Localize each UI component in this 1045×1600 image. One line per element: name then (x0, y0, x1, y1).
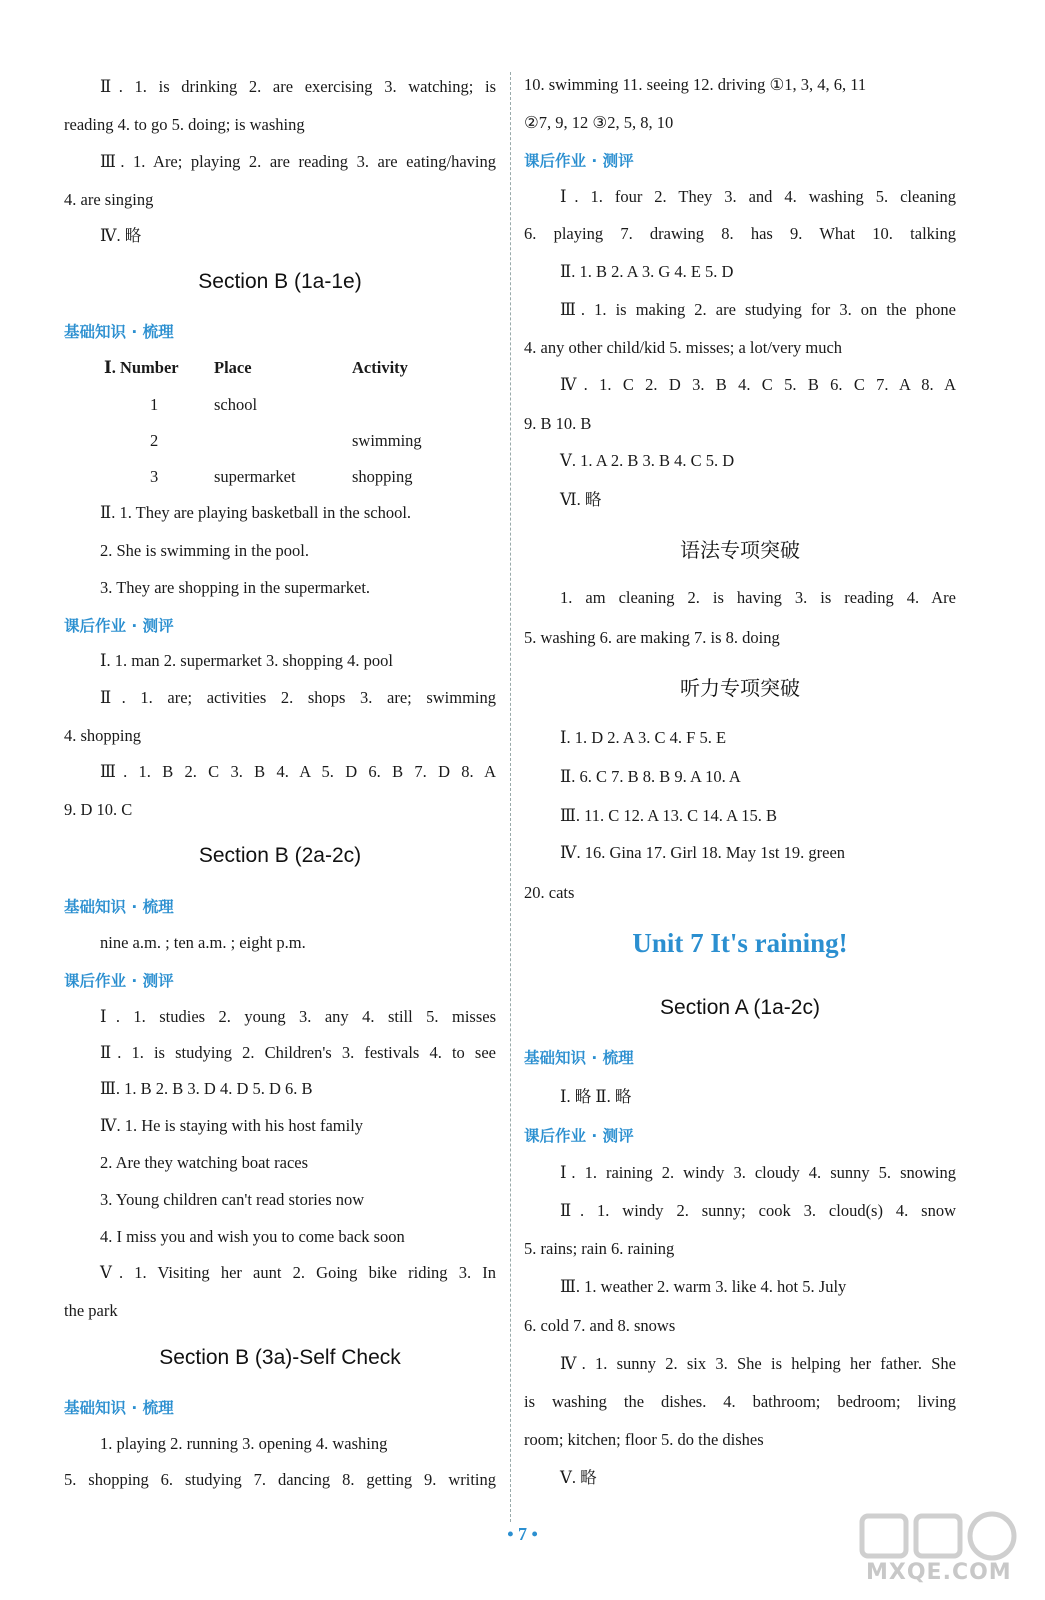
answer-line: Ⅱ. 1. are; activities 2. shops 3. are; swimming (100, 688, 496, 707)
answer-line: 9. D 10. C (64, 800, 133, 819)
page-number: • 7 • (507, 1524, 538, 1544)
answer-line: 4. any other child/kid 5. misses; a lot/very much (524, 338, 843, 357)
category-label: 课后作业 · 测评 (64, 617, 174, 635)
answer-line: 4. I miss you and wish you to come back soon (100, 1227, 405, 1246)
section-heading: 听力专项突破 (680, 676, 800, 700)
table-cell: 2 (150, 431, 159, 450)
answer-line: Ⅳ. 1. sunny 2. six 3. She is helping her father. She (560, 1354, 956, 1373)
category-label: 基础知识 · 梳理 (64, 323, 174, 341)
answer-line: 3. Young children can't read stories now (100, 1190, 365, 1209)
section-heading: Section A (1a-2c) (660, 996, 820, 1019)
answer-line: Ⅰ. 略 Ⅱ. 略 (560, 1087, 632, 1106)
unit-title: Unit 7 It's raining! (632, 928, 848, 958)
answer-line: 4. shopping (64, 726, 142, 745)
category-label: 基础知识 · 梳理 (64, 1399, 174, 1417)
answer-line: room; kitchen; floor 5. do the dishes (524, 1430, 764, 1449)
answer-line: 1. am cleaning 2. is having 3. is reading 4. Are (560, 588, 956, 607)
answer-line: Ⅱ. 1. is studying 2. Children's 3. festivals 4. to see (100, 1043, 496, 1062)
column-divider (510, 72, 511, 1522)
section-heading: Section B (3a)-Self Check (159, 1346, 401, 1369)
section-heading: 语法专项突破 (680, 538, 800, 562)
table-cell: shopping (352, 467, 413, 486)
answer-line: 10. swimming 11. seeing 12. driving ①1, 3, 4, 6, 11 (524, 75, 867, 94)
answer-line: Ⅰ. 1. man 2. supermarket 3. shopping 4. pool (100, 651, 393, 670)
table-cell: 1 (150, 395, 159, 414)
answer-line: Ⅰ. 1. four 2. They 3. and 4. washing 5. cleaning (560, 187, 956, 206)
answer-line: Ⅰ. 1. D 2. A 3. C 4. F 5. E (560, 728, 727, 747)
answer-line: Ⅴ. 1. Visiting her aunt 2. Going bike riding 3. In (100, 1263, 496, 1282)
answer-line: is washing the dishes. 4. bathroom; bedroom; living (524, 1392, 956, 1411)
answer-line: 2. She is swimming in the pool. (100, 541, 310, 560)
answer-line: Ⅴ. 略 (560, 1468, 597, 1487)
answer-line: Ⅲ. 1. B 2. B 3. D 4. D 5. D 6. B (100, 1079, 313, 1098)
answer-line: reading 4. to go 5. doing; is washing (64, 115, 305, 134)
answer-line: Ⅱ. 1. windy 2. sunny; cook 3. cloud(s) 4. snow (560, 1201, 956, 1220)
answer-line: Ⅳ. 略 (100, 226, 142, 245)
answer-line: 5. shopping 6. studying 7. dancing 8. getting 9. writing (64, 1470, 496, 1489)
answer-line: 6. playing 7. drawing 8. has 9. What 10. talking (524, 224, 956, 243)
section-heading: Section B (2a-2c) (198, 844, 362, 867)
answer-line: Ⅱ. 6. C 7. B 8. B 9. A 10. A (560, 767, 741, 786)
answer-line: Ⅱ. 1. is drinking 2. are exercising 3. watching; is (100, 77, 496, 96)
answer-line: 9. B 10. B (524, 414, 592, 433)
answer-line: Ⅴ. 1. A 2. B 3. B 4. C 5. D (560, 451, 735, 470)
answer-line: Ⅵ. 略 (560, 490, 602, 509)
answer-line: 3. They are shopping in the supermarket. (100, 578, 371, 597)
category-label: 课后作业 · 测评 (524, 152, 634, 170)
table-header-place: Place (214, 358, 252, 377)
answer-line: 2. Are they watching boat races (100, 1153, 309, 1172)
answer-line: Ⅲ. 1. is making 2. are studying for 3. on the phone (560, 300, 956, 319)
category-label: 课后作业 · 测评 (524, 1127, 634, 1145)
table-cell: supermarket (214, 467, 296, 486)
answer-line: 5. washing 6. are making 7. is 8. doing (524, 628, 780, 647)
section-heading: Section B (1a-1e) (198, 270, 362, 293)
watermark-text: MXQE.COM (866, 1560, 1012, 1585)
answer-line: Ⅳ. 16. Gina 17. Girl 18. May 1st 19. green (560, 843, 846, 862)
answer-line: Ⅱ. 1. They are playing basketball in the school. (100, 503, 412, 522)
answer-line: the park (64, 1301, 118, 1320)
answer-line: 6. cold 7. and 8. snows (524, 1316, 676, 1335)
answer-line: 4. are singing (64, 190, 154, 209)
answer-line: Ⅲ. 1. weather 2. warm 3. like 4. hot 5. July (560, 1277, 847, 1296)
answer-line: nine a.m. ; ten a.m. ; eight p.m. (100, 933, 306, 952)
answer-line: Ⅳ. 1. He is staying with his host family (100, 1116, 364, 1135)
table-header-number: Ⅰ. Number (104, 358, 179, 377)
table-header-activity: Activity (352, 358, 408, 377)
category-label: 课后作业 · 测评 (64, 972, 174, 990)
category-label: 基础知识 · 梳理 (64, 898, 174, 916)
answer-line: 5. rains; rain 6. raining (524, 1239, 675, 1258)
answer-line: Ⅲ. 11. C 12. A 13. C 14. A 15. B (560, 806, 778, 825)
table-cell: swimming (352, 431, 422, 450)
answer-line: Ⅲ. 1. B 2. C 3. B 4. A 5. D 6. B 7. D 8. A (100, 762, 496, 781)
category-label: 基础知识 · 梳理 (524, 1049, 634, 1067)
answer-line: Ⅱ. 1. B 2. A 3. G 4. E 5. D (560, 262, 734, 281)
table-cell: school (214, 395, 258, 414)
answer-line: Ⅰ. 1. studies 2. young 3. any 4. still 5. misses (100, 1007, 496, 1026)
answer-line: 1. playing 2. running 3. opening 4. washing (100, 1434, 388, 1453)
table-cell: 3 (150, 467, 159, 486)
answer-line: Ⅲ. 1. Are; playing 2. are reading 3. are eating/having (100, 152, 496, 171)
answer-line: Ⅳ. 1. C 2. D 3. B 4. C 5. B 6. C 7. A 8. A (560, 375, 956, 394)
answer-line: ②7, 9, 12 ③2, 5, 8, 10 (524, 113, 674, 132)
answer-line: Ⅰ. 1. raining 2. windy 3. cloudy 4. sunny 5. snowing (560, 1163, 956, 1182)
answer-line: 20. cats (524, 883, 575, 902)
